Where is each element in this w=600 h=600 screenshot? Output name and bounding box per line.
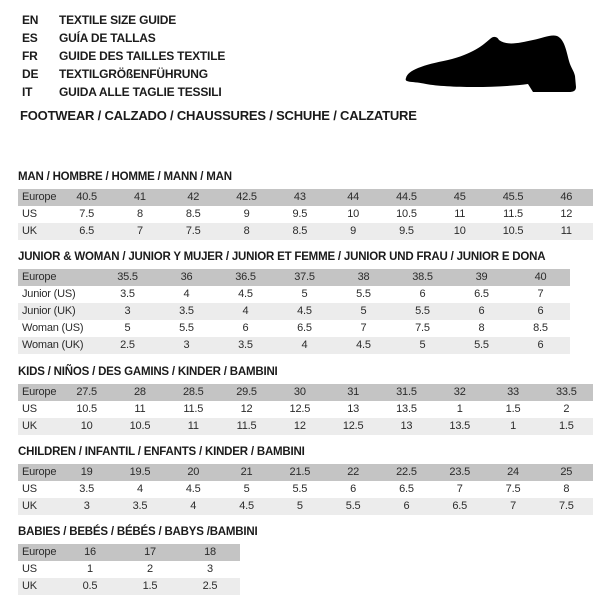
row-label: US: [22, 208, 37, 220]
size-value-cell: 8: [243, 225, 250, 237]
size-value-cell: 4.5: [356, 339, 371, 351]
size-value-cell: 5: [296, 500, 303, 512]
size-value-cell: 3: [83, 500, 90, 512]
size-value-cell: 7.5: [415, 322, 430, 334]
size-value-cell: 17: [144, 546, 156, 558]
section-title-children: CHILDREN / INFANTIL / ENFANTS / KINDER / BAMBINI: [18, 446, 305, 458]
guide-title-es: GUÍA DE TALLAS: [59, 31, 156, 45]
size-value-cell: 11: [187, 420, 199, 432]
size-value-cell: 11: [134, 403, 146, 415]
language-code-es: ES: [22, 31, 38, 45]
size-value-cell: 4: [242, 305, 249, 317]
size-value-cell: 19: [80, 466, 93, 478]
row-label: UK: [22, 420, 37, 432]
size-value-cell: 32: [453, 386, 466, 398]
size-value-cell: 10: [347, 208, 360, 220]
size-value-cell: 2.5: [202, 580, 218, 592]
size-value-cell: 40: [534, 271, 547, 283]
size-value-cell: 41: [134, 191, 146, 203]
size-value-cell: 10.5: [396, 208, 417, 220]
size-value-cell: 5.5: [415, 305, 430, 317]
row-label: US: [22, 403, 37, 415]
size-value-cell: 13: [347, 403, 360, 415]
size-value-cell: 8.5: [533, 322, 548, 334]
size-value-cell: 5: [360, 305, 367, 317]
size-value-cell: 4: [136, 483, 143, 495]
size-table-babies: [18, 544, 240, 595]
guide-title-en: TEXTILE SIZE GUIDE: [59, 13, 177, 27]
row-label: Junior (UK): [22, 305, 76, 317]
size-value-cell: 18: [204, 546, 216, 558]
section-title-man: MAN / HOMBRE / HOMME / MANN / MAN: [18, 171, 232, 183]
language-row-it: [22, 83, 225, 101]
size-value-cell: 40.5: [76, 191, 97, 203]
size-value-cell: 24: [507, 466, 519, 478]
size-value-cell: 6: [478, 305, 485, 317]
size-value-cell: 13.5: [449, 420, 471, 432]
row-label: US: [22, 483, 37, 495]
size-value-cell: 7: [537, 288, 544, 300]
size-value-cell: 7: [136, 225, 143, 237]
size-value-cell: 45: [453, 191, 466, 203]
size-value-cell: 8: [478, 322, 485, 334]
size-value-cell: 43: [293, 191, 306, 203]
table-row: [18, 337, 570, 354]
size-value-cell: 3.5: [132, 500, 148, 512]
size-value-cell: 6.5: [399, 483, 414, 495]
size-value-cell: 23.5: [449, 466, 471, 478]
size-value-cell: 5: [419, 339, 426, 351]
table-row: [18, 481, 593, 498]
size-table-kids: [18, 384, 593, 435]
size-table-junior-woman: [18, 269, 570, 354]
table-header-row: [18, 269, 570, 286]
size-value-cell: 42: [187, 191, 200, 203]
size-value-cell: 46: [560, 191, 573, 203]
size-value-cell: 12.5: [289, 403, 311, 415]
size-value-cell: 3.5: [120, 288, 135, 300]
size-value-cell: 12: [293, 420, 306, 432]
table-row: [18, 206, 593, 223]
size-table-man: [18, 189, 593, 240]
size-value-cell: 7.5: [79, 208, 94, 220]
size-value-cell: 6: [419, 288, 426, 300]
size-value-cell: 36.5: [235, 271, 256, 283]
size-value-cell: 31: [347, 386, 360, 398]
size-value-cell: 5.5: [474, 339, 489, 351]
row-label: Europe: [22, 386, 57, 398]
size-value-cell: 4: [301, 339, 308, 351]
size-value-cell: 21: [240, 466, 253, 478]
size-value-cell: 9.5: [292, 208, 308, 220]
size-value-cell: 38: [357, 271, 370, 283]
size-value-cell: 5: [243, 483, 250, 495]
size-value-cell: 6.5: [474, 288, 489, 300]
language-code-it: IT: [22, 85, 33, 99]
size-value-cell: 42.5: [236, 191, 257, 203]
size-value-cell: 11: [560, 225, 572, 237]
row-label: Woman (UK): [22, 339, 84, 351]
size-value-cell: 3.5: [79, 483, 94, 495]
size-value-cell: 5: [301, 288, 308, 300]
size-value-cell: 8: [136, 208, 143, 220]
size-value-cell: 37.5: [294, 271, 315, 283]
size-value-cell: 33.5: [556, 386, 577, 398]
size-value-cell: 7.5: [185, 225, 201, 237]
size-value-cell: 9.5: [399, 225, 414, 237]
row-label: UK: [22, 580, 37, 592]
guide-title-de: TEXTILGRÖßENFÜHRUNG: [59, 67, 208, 81]
shoe-icon: [393, 15, 593, 115]
size-value-cell: 1: [510, 420, 516, 432]
size-value-cell: 10.5: [76, 403, 97, 415]
language-row-de: [22, 65, 225, 83]
table-header-row: [18, 464, 593, 481]
language-code-fr: FR: [22, 49, 38, 63]
size-value-cell: 44: [347, 191, 360, 203]
row-label: Europe: [22, 466, 57, 478]
size-value-cell: 4.5: [239, 500, 254, 512]
language-row-en: [22, 11, 225, 29]
size-value-cell: 3: [124, 305, 131, 317]
size-value-cell: 2: [563, 403, 570, 415]
size-value-cell: 3: [207, 563, 213, 575]
language-list: [22, 11, 225, 101]
size-value-cell: 25: [560, 466, 573, 478]
size-value-cell: 21.5: [289, 466, 311, 478]
size-value-cell: 13.5: [396, 403, 417, 415]
size-value-cell: 10.5: [129, 420, 151, 432]
size-value-cell: 0.5: [82, 580, 98, 592]
size-value-cell: 20: [187, 466, 200, 478]
table-row: [18, 286, 570, 303]
section-kids: [18, 366, 593, 435]
section-title-babies: BABIES / BEBÉS / BÉBÉS / BABYS /BAMBINI: [18, 526, 258, 538]
size-value-cell: 39: [475, 271, 488, 283]
size-value-cell: 8: [563, 483, 570, 495]
size-value-cell: 10: [453, 225, 466, 237]
table-row: [18, 223, 593, 240]
row-label: Woman (US): [22, 322, 84, 334]
size-value-cell: 1.5: [505, 403, 521, 415]
size-value-cell: 31.5: [396, 386, 417, 398]
category-title: FOOTWEAR / CALZADO / CHAUSSURES / SCHUHE / CALZATURE: [20, 108, 417, 123]
table-header-row: [18, 189, 593, 206]
row-label: Junior (US): [22, 288, 76, 300]
size-value-cell: 11.5: [503, 208, 523, 220]
section-children: [18, 446, 593, 515]
guide-title-it: GUIDA ALLE TAGLIE TESSILI: [59, 85, 222, 99]
size-value-cell: 6: [537, 305, 544, 317]
size-value-cell: 19.5: [129, 466, 151, 478]
size-value-cell: 7: [510, 500, 516, 512]
size-value-cell: 38.5: [412, 271, 433, 283]
size-value-cell: 6.5: [452, 500, 468, 512]
size-value-cell: 28.5: [182, 386, 204, 398]
section-junior-woman: [18, 251, 570, 354]
size-value-cell: 12: [240, 403, 253, 415]
size-value-cell: 3.5: [238, 339, 253, 351]
size-value-cell: 29.5: [236, 386, 257, 398]
size-value-cell: 5.5: [356, 288, 371, 300]
size-value-cell: 35.5: [117, 271, 138, 283]
table-row: [18, 303, 570, 320]
row-label: UK: [22, 225, 37, 237]
size-value-cell: 12: [560, 208, 573, 220]
size-value-cell: 6: [242, 322, 249, 334]
size-value-cell: 9: [243, 208, 250, 220]
size-table-children: [18, 464, 593, 515]
language-row-fr: [22, 47, 225, 65]
row-label: Europe: [22, 546, 57, 558]
guide-title-fr: GUIDE DES TAILLES TEXTILE: [59, 49, 226, 63]
section-babies: [18, 526, 257, 595]
language-row-es: [22, 29, 225, 47]
size-value-cell: 6.5: [79, 225, 94, 237]
language-code-de: DE: [22, 67, 39, 81]
size-value-cell: 5.5: [292, 483, 308, 495]
size-value-cell: 4: [190, 500, 197, 512]
table-header-row: [18, 544, 240, 561]
size-value-cell: 7: [456, 483, 463, 495]
size-value-cell: 13: [400, 420, 413, 432]
size-value-cell: 1: [87, 563, 93, 575]
size-value-cell: 3: [183, 339, 190, 351]
row-label: UK: [22, 500, 37, 512]
size-value-cell: 11.5: [183, 403, 204, 415]
size-value-cell: 30: [293, 386, 306, 398]
size-value-cell: 1.5: [142, 580, 158, 592]
size-value-cell: 45.5: [502, 191, 524, 203]
size-value-cell: 2.5: [120, 339, 135, 351]
row-label: US: [22, 563, 37, 575]
size-value-cell: 6: [403, 500, 410, 512]
size-value-cell: 6: [537, 339, 544, 351]
size-value-cell: 4.5: [297, 305, 312, 317]
size-value-cell: 27.5: [76, 386, 97, 398]
size-value-cell: 22: [347, 466, 360, 478]
size-value-cell: 12.5: [342, 420, 364, 432]
table-row: [18, 578, 240, 595]
table-row: [18, 320, 570, 337]
size-value-cell: 9: [350, 225, 357, 237]
size-value-cell: 4: [183, 288, 190, 300]
size-value-cell: 5.5: [179, 322, 194, 334]
size-value-cell: 6.5: [297, 322, 312, 334]
section-title-junior-woman: JUNIOR & WOMAN / JUNIOR Y MUJER / JUNIOR ET FEMME / JUNIOR UND FRAU / JUNIOR E DONA: [18, 251, 546, 263]
size-value-cell: 2: [147, 563, 153, 575]
size-value-cell: 11.5: [236, 420, 257, 432]
size-value-cell: 44.5: [396, 191, 417, 203]
table-row: [18, 561, 240, 578]
size-value-cell: 10: [80, 420, 93, 432]
size-value-cell: 33: [507, 386, 519, 398]
table-header-row: [18, 384, 593, 401]
table-row: [18, 401, 593, 418]
size-value-cell: 4.5: [185, 483, 201, 495]
size-value-cell: 5: [124, 322, 131, 334]
size-value-cell: 10.5: [502, 225, 524, 237]
size-value-cell: 4.5: [238, 288, 253, 300]
size-value-cell: 7.5: [505, 483, 521, 495]
size-value-cell: 11: [454, 208, 466, 220]
size-value-cell: 1: [456, 403, 463, 415]
size-value-cell: 3.5: [179, 305, 194, 317]
section-man: [18, 171, 593, 240]
language-code-en: EN: [22, 13, 39, 27]
size-value-cell: 36: [180, 271, 193, 283]
size-value-cell: 7: [360, 322, 367, 334]
size-value-cell: 22.5: [396, 466, 417, 478]
size-value-cell: 6: [350, 483, 357, 495]
size-value-cell: 1.5: [558, 420, 574, 432]
row-label: Europe: [22, 271, 57, 283]
table-row: [18, 498, 593, 515]
size-value-cell: 5.5: [345, 500, 361, 512]
size-value-cell: 28: [134, 386, 146, 398]
table-row: [18, 418, 593, 435]
row-label: Europe: [22, 191, 57, 203]
size-value-cell: 16: [84, 546, 96, 558]
size-value-cell: 8.5: [185, 208, 201, 220]
section-title-kids: KIDS / NIÑOS / DES GAMINS / KINDER / BAMBINI: [18, 366, 278, 378]
size-value-cell: 8.5: [292, 225, 308, 237]
size-value-cell: 7.5: [558, 500, 574, 512]
